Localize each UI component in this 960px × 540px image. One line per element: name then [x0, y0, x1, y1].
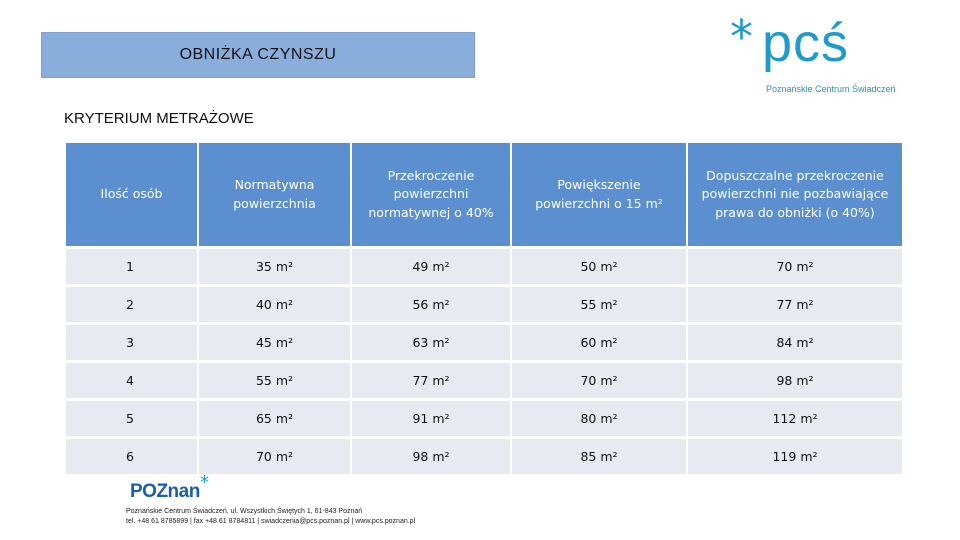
- table-cell: 98 m²: [351, 438, 511, 475]
- table-header-row: [66, 143, 902, 248]
- table-row: [66, 248, 902, 286]
- table-cell: 49 m²: [351, 248, 511, 286]
- table-row: [66, 324, 902, 362]
- table-cell: 50 m²: [511, 248, 687, 286]
- table-cell: 70 m²: [687, 248, 902, 286]
- table-row: [66, 438, 902, 475]
- table-cell: 55 m²: [198, 362, 351, 400]
- table-cell: 6: [66, 438, 198, 475]
- footer-address: Poznańskie Centrum Świadczeń, ul. Wszystkich Świętych 1, 61-843 Poznań: [126, 508, 363, 515]
- slide-title-banner: [41, 32, 475, 78]
- pcs-logo-tagline: Poznańskie Centrum Świadczeń: [766, 84, 896, 94]
- table-cell: 91 m²: [351, 400, 511, 438]
- table-cell: 45 m²: [198, 324, 351, 362]
- table-cell: 63 m²: [351, 324, 511, 362]
- pcs-logo-star: *: [730, 10, 753, 64]
- header-normative-area: Normatywna powierzchnia: [198, 143, 351, 248]
- table-cell: 70 m²: [198, 438, 351, 475]
- header-plus-15: Powiększenie powierzchni o 15 m²: [511, 143, 687, 248]
- table-cell: 35 m²: [198, 248, 351, 286]
- table-cell: 98 m²: [687, 362, 902, 400]
- table-cell: 1: [66, 248, 198, 286]
- table-cell: 85 m²: [511, 438, 687, 475]
- poznan-logo-text: POZnan: [130, 481, 200, 502]
- footer-contact: [126, 507, 415, 527]
- area-criteria-table: [66, 143, 902, 474]
- slide-title: OBNIŻKA CZYNSZU: [179, 46, 337, 63]
- pcs-logo: [726, 12, 906, 96]
- pcs-logo-text: pcś: [762, 13, 850, 73]
- header-persons: Ilość osób: [66, 143, 198, 248]
- section-subtitle: KRYTERIUM METRAŻOWE: [64, 110, 254, 127]
- table-cell: 80 m²: [511, 400, 687, 438]
- table-cell: 5: [66, 400, 198, 438]
- table-row: [66, 400, 902, 438]
- table-cell: 4: [66, 362, 198, 400]
- table-cell: 56 m²: [351, 286, 511, 324]
- header-allowed-exceed: Dopuszczalne przekroczenie powierzchni nie pozbawiające prawa do obniżki (o 40%): [687, 143, 902, 248]
- table-cell: 77 m²: [351, 362, 511, 400]
- table-row: [66, 286, 902, 324]
- poznan-logo-star: *: [200, 472, 209, 493]
- table-cell: 112 m²: [687, 400, 902, 438]
- table-cell: 119 m²: [687, 438, 902, 475]
- table-cell: 84 m²: [687, 324, 902, 362]
- footer-contact-line: tel. +48 61 8785899 | fax +48 61 8784811 | swiadczenia@pcs.poznan.pl | www.pcs.poznan.pl: [126, 518, 416, 526]
- table-cell: 60 m²: [511, 324, 687, 362]
- header-exceed-40: Przekroczenie powierzchni normatywnej o 40%: [351, 143, 511, 248]
- table-cell: 77 m²: [687, 286, 902, 324]
- table-cell: 55 m²: [511, 286, 687, 324]
- table-cell: 65 m²: [198, 400, 351, 438]
- table-cell: 70 m²: [511, 362, 687, 400]
- table-cell: 40 m²: [198, 286, 351, 324]
- table-row: [66, 362, 902, 400]
- poznan-logo: [130, 472, 230, 504]
- table-cell: 3: [66, 324, 198, 362]
- table-cell: 2: [66, 286, 198, 324]
